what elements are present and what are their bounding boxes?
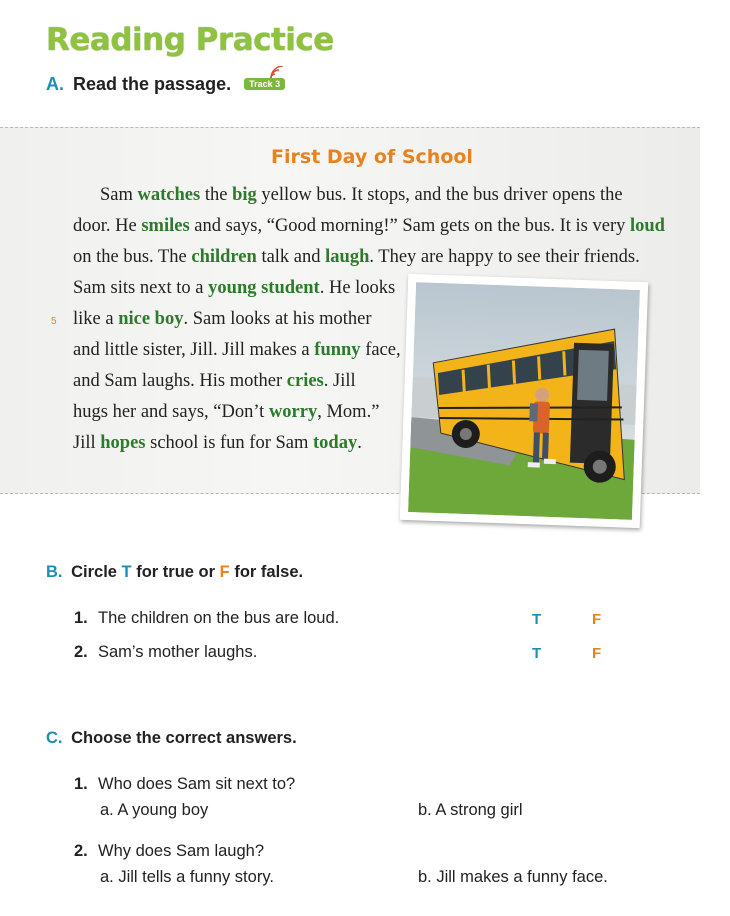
story-text-segment: face, <box>360 340 401 360</box>
false-marker: F <box>219 563 230 581</box>
item-number: 1. <box>74 609 88 627</box>
story-text-segment: and Sam laughs. His mother <box>73 371 287 391</box>
true-option[interactable]: T <box>532 645 542 662</box>
story-text-segment: . They are happy to see their friends. <box>369 247 640 267</box>
vocabulary-word: young student <box>208 278 320 298</box>
story-text-segment: Jill <box>73 433 101 453</box>
vocabulary-word: big <box>232 185 257 205</box>
section-b-letter: B. <box>46 563 63 581</box>
question <box>74 842 264 861</box>
item-text: The children on the bus are loud. <box>98 609 340 627</box>
vocabulary-word: laugh <box>325 247 370 267</box>
item-number: 2. <box>74 643 88 661</box>
school-bus-illustration <box>408 282 640 520</box>
vocabulary-word: nice boy <box>118 309 184 329</box>
section-b-heading <box>46 563 303 582</box>
story-text-segment: yellow bus. It stops, and the bus driver opens the <box>256 185 623 205</box>
vocabulary-word: hopes <box>100 433 146 453</box>
false-option[interactable]: F <box>592 611 602 628</box>
answer-option-a[interactable]: a. A young boy <box>100 801 209 819</box>
story-text-segment: on the bus. The <box>73 247 192 267</box>
vocabulary-word: funny <box>314 340 361 360</box>
section-a-heading <box>46 74 285 95</box>
answer-option-a[interactable]: a. Jill tells a funny story. <box>100 868 274 886</box>
question <box>74 775 295 794</box>
story-text-segment: door. He <box>73 216 142 236</box>
section-b-text: for true or <box>131 563 220 581</box>
story-text-segment: . Jill <box>323 371 356 391</box>
story-text-segment: and says, “Good morning!” Sam gets on the bus. It is very <box>189 216 630 236</box>
story-line <box>73 180 673 211</box>
vocabulary-word: today <box>313 433 358 453</box>
story-line <box>73 211 673 242</box>
story-text-segment: . He looks <box>319 278 396 298</box>
tf-item <box>74 643 257 662</box>
section-b-text: for false. <box>229 563 304 581</box>
vocabulary-word: watches <box>137 185 201 205</box>
answer-option-b[interactable]: b. A strong girl <box>418 801 523 819</box>
question-number: 2. <box>74 842 88 860</box>
story-text-segment: like a <box>73 309 119 329</box>
section-c-letter: C. <box>46 729 63 747</box>
true-marker: T <box>121 563 132 581</box>
question-number: 1. <box>74 775 88 793</box>
false-option[interactable]: F <box>592 645 602 662</box>
school-bus-photo <box>400 274 648 528</box>
vocabulary-word: smiles <box>141 216 190 236</box>
section-a-instruction: Read the passage. <box>73 74 232 94</box>
page-title: Reading Practice <box>46 22 334 58</box>
audio-wave-icon <box>269 66 285 80</box>
true-option[interactable]: T <box>532 611 542 628</box>
question-text: Who does Sam sit next to? <box>98 775 296 793</box>
story-text-segment: Sam sits next to a <box>73 278 209 298</box>
story-line <box>73 242 673 273</box>
story-text-segment: the <box>200 185 233 205</box>
vocabulary-word: cries <box>286 371 324 391</box>
section-b-text: Circle <box>71 563 122 581</box>
story-title: First Day of School <box>271 146 473 168</box>
story-text-segment: hugs her and says, “Don’t <box>73 402 269 422</box>
section-c-instruction: Choose the correct answers. <box>71 729 297 747</box>
answer-option-b[interactable]: b. Jill makes a funny face. <box>418 868 608 886</box>
story-text-segment: , Mom.” <box>317 402 380 422</box>
vocabulary-word: children <box>191 247 257 267</box>
question-text: Why does Sam laugh? <box>98 842 265 860</box>
item-text: Sam’s mother laughs. <box>98 643 258 661</box>
story-text-segment: and little sister, Jill. Jill makes a <box>73 340 315 360</box>
section-c-heading <box>46 729 297 748</box>
vocabulary-word: loud <box>630 216 665 236</box>
story-text-segment: talk and <box>256 247 326 267</box>
story-text-segment: . <box>357 433 362 453</box>
vocabulary-word: worry <box>268 402 318 422</box>
story-text-segment: Sam <box>100 185 138 205</box>
section-a-letter: A. <box>46 74 64 94</box>
line-number: 5 <box>51 316 57 327</box>
story-text-segment: school is fun for Sam <box>145 433 314 453</box>
story-text-segment: . Sam looks at his mother <box>183 309 372 329</box>
tf-item <box>74 609 339 628</box>
audio-track-badge[interactable]: Track 3 <box>244 78 285 90</box>
